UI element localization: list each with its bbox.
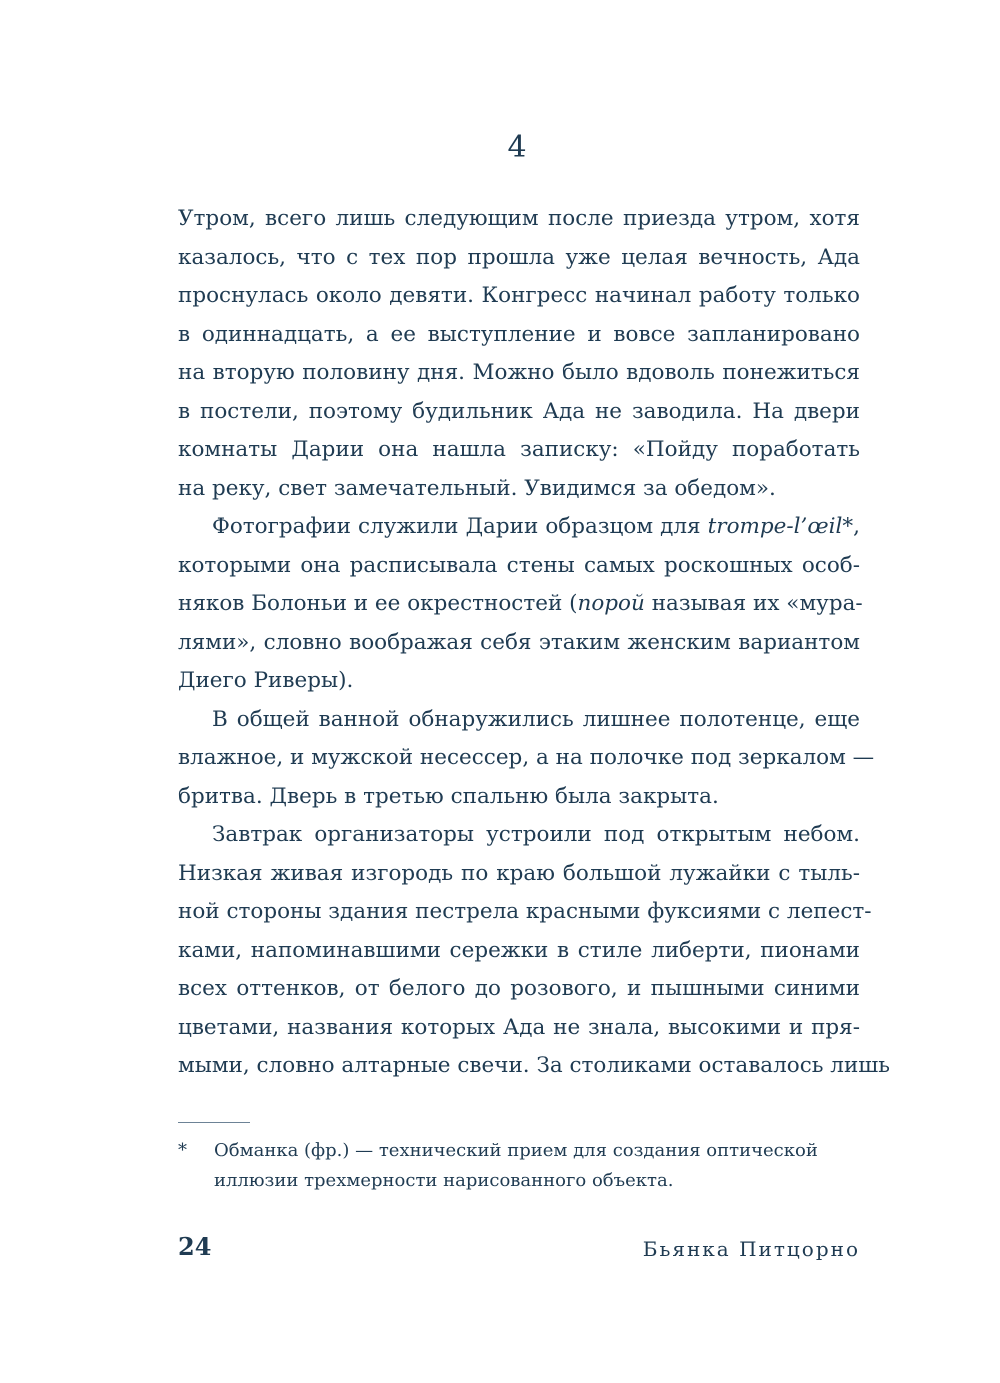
text-line: Низкая живая изгородь по краю большой лужайки с тыль-	[178, 860, 860, 886]
text-line: комнаты Дарии она нашла записку: «Пойду поработать	[178, 437, 860, 462]
page-number: 24	[178, 1232, 212, 1261]
text-line: в одиннадцать, а ее выступление и вовсе запланировано	[178, 321, 860, 347]
main-text	[178, 200, 890, 1086]
footnote-line	[178, 1136, 860, 1166]
running-footer-author: Бьянка Питцорно	[642, 1237, 860, 1261]
text-line: Диего Риверы).	[178, 668, 354, 693]
text-line	[178, 508, 860, 547]
footnote	[178, 1136, 860, 1196]
italic-word: порой	[577, 591, 645, 616]
text-line: в постели, поэтому будильник Ада не заводила. На двери	[178, 398, 860, 424]
footnote-divider	[178, 1122, 250, 1123]
text-line: мыми, словно алтарные свечи. За столиками оставалось лишь	[178, 1053, 890, 1078]
footnote-text: Обманка (фр.) — технический прием для создания оптической	[214, 1140, 818, 1161]
text-line: которыми она расписывала стены самых роскошных особ-	[178, 552, 860, 578]
chapter-number: 4	[507, 130, 527, 165]
text-line: казалось, что с тех пор прошла уже целая вечность, Ада	[178, 244, 860, 270]
text-line: на вторую половину дня. Можно было вдоволь понежиться	[178, 360, 860, 385]
text-line: цветами, названия которых Ада не знала, высокими и пря-	[178, 1014, 860, 1040]
text-line: В общей ванной обнаружились лишнее полотенце, еще	[212, 706, 860, 732]
text-line: Завтрак организаторы устроили под открытым небом.	[212, 822, 860, 847]
text-fragment: называя их «мура-	[644, 591, 863, 616]
text-line: лями», словно воображая себя этаким женским вариантом	[178, 629, 860, 655]
text-fragment: Фотографии служили Дарии образцом для	[212, 514, 708, 539]
footnote-marker: *	[178, 1140, 187, 1161]
text-fragment: няков Болоньи и ее окрестностей (	[178, 591, 578, 616]
text-line: влажное, и мужской несессер, а на полочке под зеркалом —	[178, 745, 875, 770]
italic-term: trompe-l’œil*	[707, 514, 854, 539]
text-line	[178, 585, 863, 624]
text-line: проснулась около девяти. Конгресс начинал работу только	[178, 283, 860, 308]
text-line: бритва. Дверь в третью спальню была закрыта.	[178, 783, 719, 809]
footnote-line: иллюзии трехмерности нарисованного объекта.	[214, 1170, 674, 1191]
text-line: Утром, всего лишь следующим после приезда утром, хотя	[178, 206, 860, 231]
text-line: ной стороны здания пестрела красными фуксиями с лепест-	[178, 899, 872, 924]
text-fragment: ,	[853, 514, 860, 539]
text-line: на реку, свет замечательный. Увидимся за обедом».	[178, 475, 776, 501]
text-line: ками, напоминавшими сережки в стиле либерти, пионами	[178, 937, 860, 963]
text-line: всех оттенков, от белого до розового, и пышными синими	[178, 976, 860, 1001]
